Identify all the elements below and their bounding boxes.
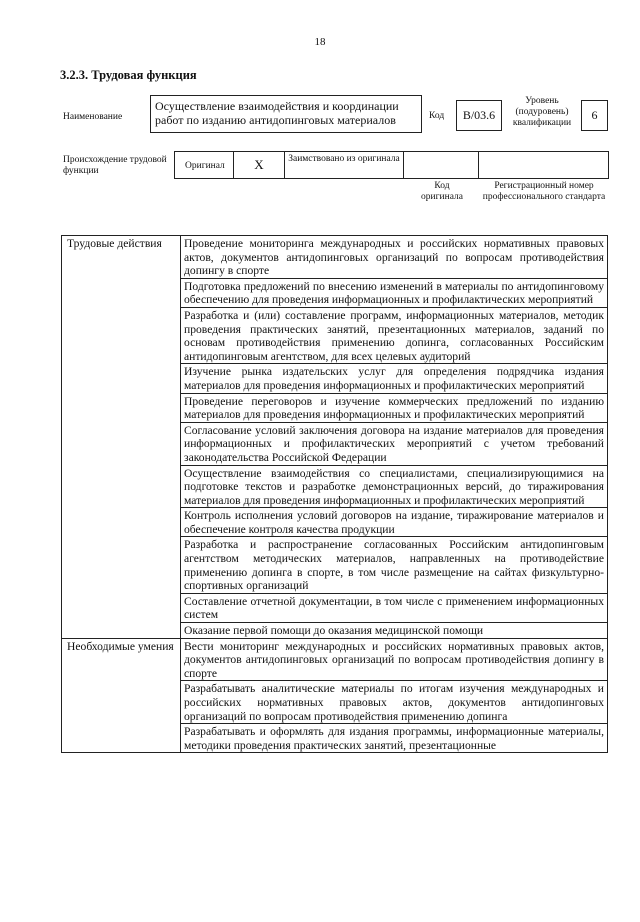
function-name: Осуществление взаимодействия и координации работ по изданию антидопинговых материалов: [150, 95, 422, 133]
list-item: Разработка и распространение согласованных Российским антидопинговым агентством методических материалов, направленных на противодействие применению допинга в спорте, в том числе размещение на сайтах физкультурно-спортивных организаций: [181, 537, 608, 593]
list-item: Контроль исполнения условий договоров на издание, тиражирование материалов и обеспечение контроля качества продукции: [181, 508, 608, 537]
table-row: [62, 638, 608, 681]
level-value: 6: [581, 100, 608, 131]
divider: [478, 152, 479, 178]
list-item: Разрабатывать и оформлять для издания программы, информационные материалы, методики проведения практических занятий, презентационные: [181, 724, 608, 753]
list-item: Составление отчетной документации, в том числе с применением информационных систем: [181, 593, 608, 622]
row-heading: Трудовые действия: [62, 236, 181, 639]
name-label: Наименование: [63, 112, 123, 122]
code-label: Код: [429, 111, 445, 121]
page-number: 18: [314, 36, 326, 48]
origin-label: Происхождение трудовой функции: [63, 155, 167, 176]
list-item: Проведение переговоров и изучение коммерческих предложений по изданию материалов для проведения информационных и профилактических мероприятий: [181, 393, 608, 422]
level-label: Уровень (подуровень) квалификации: [512, 96, 572, 128]
list-item: Оказание первой помощи до оказания медицинской помощи: [181, 623, 608, 639]
original-label: Оригинал: [185, 161, 225, 171]
list-item: Осуществление взаимодействия со специалистами, специализирующимися на подготовке текстов и разработке демонстрационных версий, до тиражирования материалов для проведения информационных и профилактических мероприятий: [181, 465, 608, 508]
borrowed-label: Заимствовано из оригинала: [288, 154, 400, 164]
list-item: Изучение рынка издательских услуг для определения подрядчика издания материалов для проведения информационных и профилактических мероприятий: [181, 364, 608, 393]
code-value: B/03.6: [456, 100, 502, 131]
origin-row: [174, 151, 609, 179]
row-heading: Необходимые умения: [62, 638, 181, 753]
code-original-label: Код оригинала: [421, 181, 463, 202]
list-item: Разработка и (или) составление программ, информационных материалов, методик проведения практических занятий, презентационных материалов, заданий по основам противодействия применению допинга, согласованных Российским антидопинговым агентством, для всех целевых аудиторий: [181, 307, 608, 363]
divider: [403, 152, 404, 178]
list-item: Разрабатывать аналитические материалы по итогам изучения международных и российских нормативных правовых актов, документов антидопинговых организаций по вопросам противодействия применению допинга: [181, 681, 608, 724]
list-item: Вести мониторинг международных и российских нормативных правовых актов, документов антидопинговых организаций по вопросам противодействия допингу в спорте: [181, 638, 608, 681]
list-item: Согласование условий заключения договора на издание материалов для проведения информационных и профилактических мероприятий с учетом требований законодательства Российской Федерации: [181, 422, 608, 465]
section-title: 3.2.3. Трудовая функция: [60, 68, 197, 82]
labor-function-table: [61, 235, 608, 753]
table-row: [62, 236, 608, 279]
list-item: Подготовка предложений по внесению изменений в материалы по антидопинговому обеспечению для проведения информационных и профилактических мероприятий: [181, 278, 608, 307]
reg-number-label: Регистрационный номер профессионального стандарта: [482, 181, 606, 202]
original-mark: X: [254, 157, 264, 172]
list-item: Проведение мониторинга международных и российских нормативных правовых актов, документов антидопинговых организаций по вопросам противодействия допингу в спорте: [181, 236, 608, 279]
